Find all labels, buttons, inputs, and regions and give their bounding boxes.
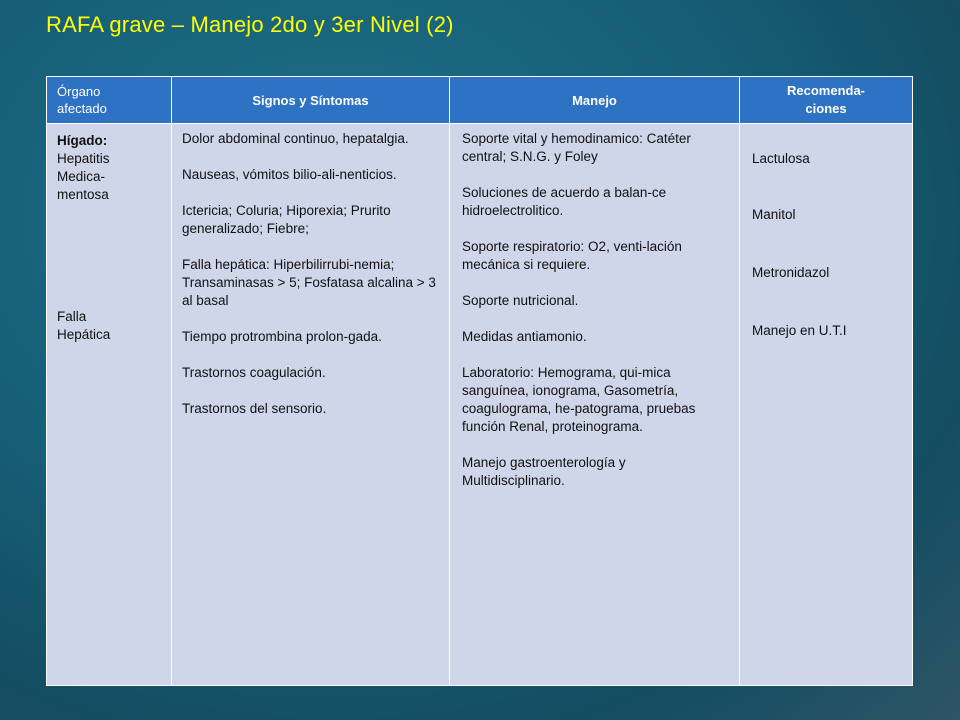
header-organ bbox=[47, 77, 172, 124]
recommendation-item: Lactulosa bbox=[752, 151, 810, 166]
sign-item: Dolor abdominal continuo, hepatalgia. bbox=[182, 131, 409, 146]
sign-item: Nauseas, vómitos bilio-ali-nenticios. bbox=[182, 167, 397, 182]
management-table bbox=[46, 76, 913, 686]
sign-item: Trastornos coagulación. bbox=[182, 365, 326, 380]
header-signs: Signos y Síntomas bbox=[172, 77, 450, 124]
management-item: Laboratorio: Hemograma, qui-mica sanguínea, ionograma, Gasometría, coagulograma, he-patograma, pruebas función Renal, proteinograma. bbox=[462, 365, 696, 434]
organ-line: Hepatitis bbox=[57, 151, 110, 166]
header-recommendations-label: Recomenda-ciones bbox=[786, 83, 866, 116]
table-row bbox=[47, 124, 913, 686]
management-item: Soporte vital y hemodinamico: Catéter central; S.N.G. y Foley bbox=[462, 131, 691, 164]
sign-item: Falla hepática: Hiperbilirrubi-nemia; Transaminasas > 5; Fosfatasa alcalina > 3 al basal bbox=[182, 257, 436, 308]
recommendations-cell bbox=[740, 124, 913, 686]
recommendation-item: Manejo en U.T.I bbox=[752, 323, 847, 338]
header-management: Manejo bbox=[450, 77, 740, 124]
sign-item: Ictericia; Coluria; Hiporexia; Prurito generalizado; Fiebre; bbox=[182, 203, 391, 236]
organ-line: Hepática bbox=[57, 327, 111, 342]
management-item: Soluciones de acuerdo a balan-ce hidroelectrolitico. bbox=[462, 185, 667, 218]
management-cell bbox=[450, 124, 740, 686]
management-item: Soporte nutricional. bbox=[462, 293, 579, 308]
header-recommendations bbox=[740, 77, 913, 124]
recommendation-item: Metronidazol bbox=[752, 265, 830, 280]
organ-line: Medica- bbox=[57, 169, 106, 184]
management-item: Soporte respiratorio: O2, venti-lación mecánica si requiere. bbox=[462, 239, 682, 272]
signs-cell bbox=[172, 124, 450, 686]
organ-line: mentosa bbox=[57, 187, 109, 202]
header-organ-label: Órgano afectado bbox=[57, 84, 107, 116]
sign-item: Tiempo protrombina prolon-gada. bbox=[182, 329, 382, 344]
organ-spacer bbox=[57, 204, 165, 308]
table-header-row bbox=[47, 77, 913, 124]
slide-title: RAFA grave – Manejo 2do y 3er Nivel (2) bbox=[46, 12, 454, 37]
recommendation-item: Manitol bbox=[752, 207, 796, 222]
organ-title: Hígado: bbox=[57, 133, 108, 148]
management-item: Medidas antiamonio. bbox=[462, 329, 587, 344]
organ-cell bbox=[47, 124, 172, 686]
organ-line: Falla bbox=[57, 309, 87, 324]
sign-item: Trastornos del sensorio. bbox=[182, 401, 327, 416]
management-item: Manejo gastroenterología y Multidisciplinario. bbox=[462, 455, 626, 488]
